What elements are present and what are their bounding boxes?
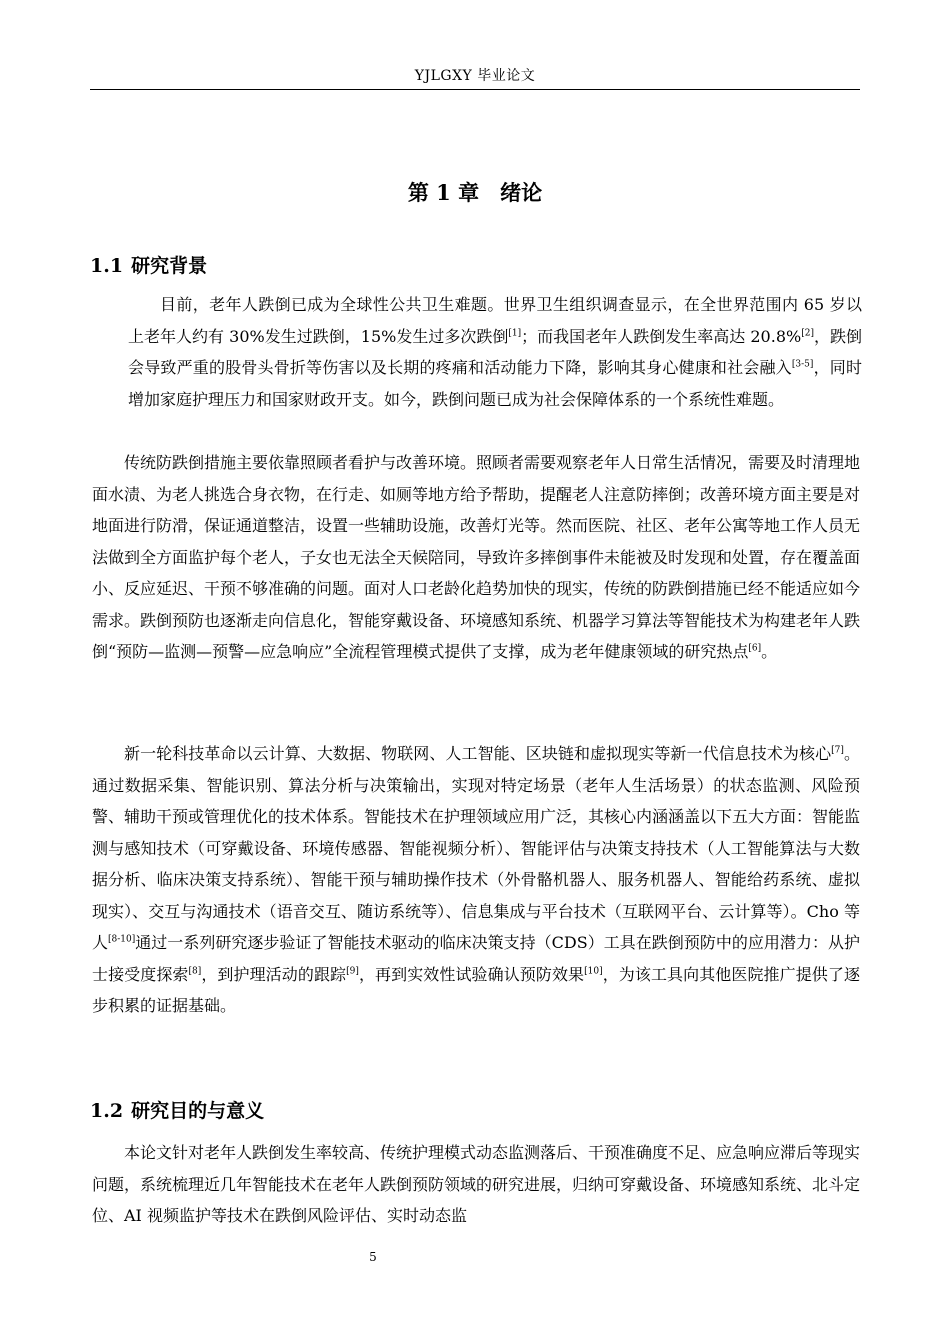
paragraph-background-1 <box>128 289 862 415</box>
text-run: ，为该工具向其他医院推广提供了逐步积累的证据基础。 <box>92 964 860 1015</box>
paragraph-background-3 <box>92 738 860 1022</box>
section-heading-1-2 <box>90 1097 860 1125</box>
citation: [3-5] <box>791 359 814 370</box>
citation: [9] <box>346 966 359 977</box>
header-rule <box>90 89 860 90</box>
section-number: 1.1 <box>90 255 124 277</box>
text-run: 新一轮科技革命以云计算、大数据、物联网、人工智能、区块链和虚拟现实等新一代信息技术为核心 <box>124 744 832 763</box>
chapter-title: 第 1 章 绪论 <box>407 180 543 205</box>
text-run: ，再到实效性试验确认预防效果 <box>358 964 585 984</box>
page-number: 5 <box>369 1250 377 1264</box>
text-run: ；而我国老年人跌倒发生率高达 20.8% <box>521 326 802 346</box>
text-run: 传统防跌倒措施主要依靠照顾者看护与改善环境。照顾者需要观察老年人日常生活情况，需要及时清理地面水渍、为老人挑选合身衣物，在行走、如厕等地方给予帮助，提醒老人注意防摔倒；改善环境方面主要是对地面进行防滑，保证通道整洁，设置一些辅助设施，改善灯光等。然而医院、社区、老年公寓等地工作人员无法做到全方面监护每个老人，子女也无法全天候陪同，导致许多摔倒事件未能被及时发现和处置，存在覆盖面小、反应延迟、干预不够准确的问题。面对人口老龄化趋势加快的现实，传统的防跌倒措施已经不能适应如今需求。跌倒预防也逐渐走向信息化，智能穿戴设备、环境感知系统、机器学习算法等智能技术为构建老年人跌倒“预防—监测—预警—应急响应”全流程管理模式提供了支撑，成为老年健康领域的研究热点 <box>92 453 861 661</box>
text-run: ，到护理活动的跟踪 <box>201 964 347 984</box>
citation: [8-10] <box>108 934 136 945</box>
text-run: ，跌倒会导致严重的股骨头骨折等伤害以及长期的疼痛和活动能力下降，影响其身心健康和社会融入 <box>128 326 862 377</box>
citation: [10] <box>584 966 603 977</box>
paragraph-purpose-1 <box>92 1137 860 1232</box>
section-title: 研究目的与意义 <box>131 1100 265 1122</box>
text-run: 本论文针对老年人跌倒发生率较高、传统护理模式动态监测落后、干预准确度不足、应急响应滞后等现实问题，系统梳理近几年智能技术在老年人跌倒预防领域的研究进展，归纳可穿戴设备、环境感知系统、北斗定位、AI 视频监护等技术在跌倒风险评估、实时动态监 <box>92 1143 861 1225</box>
running-header: YJLGXY 毕业论文 <box>414 68 536 84</box>
text-run: 。通过数据采集、智能识别、算法分析与决策输出，实现对特定场景（老年人生活场景）的状态监测、风险预警、辅助干预或管理优化的技术体系。智能技术在护理领域应用广泛，其核心内涵涵盖以下五大方面：智能监测与感知技术（可穿戴设备、环境传感器、智能视频分析）、智能评估与决策支持技术（人工智能算法与大数据分析、临床决策支持系统）、智能干预与辅助操作技术（外骨骼机器人、服务机器人、智能给药系统、虚拟现实）、交互与沟通技术（语音交互、随访系统等）、信息集成与平台技术（互联网平台、云计算等）。Cho 等人 <box>92 744 861 952</box>
section-title: 研究背景 <box>131 255 208 277</box>
section-heading-1-1 <box>90 252 860 280</box>
citation: [2] <box>801 328 814 339</box>
citation: [7] <box>831 745 844 756</box>
section-number: 1.2 <box>90 1100 124 1122</box>
citation: [1] <box>508 328 522 339</box>
text-run: 通过一系列研究逐步验证了智能技术驱动的临床决策支持（CDS）工具在跌倒预防中的应用潜力：从护士接受度探索 <box>92 933 860 984</box>
citation: [8] <box>188 966 202 977</box>
text-run: ，同时增加家庭护理压力和国家财政开支。如今，跌倒问题已成为社会保障体系的一个系统性难题。 <box>128 358 862 409</box>
paragraph-background-2 <box>92 447 860 668</box>
text-run: 。 <box>761 642 778 661</box>
citation: [6] <box>748 643 762 654</box>
text-run: 目前，老年人跌倒已成为全球性公共卫生难题。世界卫生组织调查显示，在全世界范围内 65 岁以上老年人约有 30%发生过跌倒，15%发生过多次跌倒 <box>128 295 862 346</box>
